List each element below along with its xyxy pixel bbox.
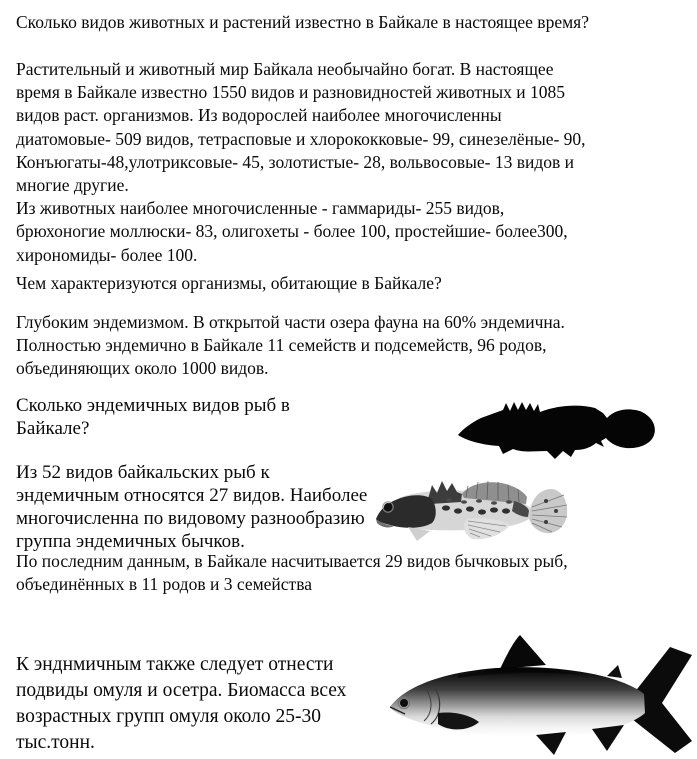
- text-line: диатомовые- 509 видов, тетрасповые и хлорококковые- 99, синезелёные- 90,: [16, 128, 586, 149]
- question-endemic-fish: [16, 394, 290, 440]
- text-line: По последним данным, в Байкале насчитывается 29 видов бычковых рыб,: [16, 551, 568, 571]
- text-line: Сколько эндемичных видов рыб в: [16, 395, 290, 416]
- text-line: Байкале?: [16, 418, 90, 439]
- text-line: многочисленна по видовому разнообразию: [16, 508, 365, 529]
- question-organisms: [16, 272, 442, 295]
- text-line: тыс.тонн.: [16, 732, 95, 753]
- text-line: многие другие.: [16, 175, 129, 196]
- answer-endemic-fish-wide: [16, 550, 568, 596]
- answer-omul-biomass: [16, 652, 346, 756]
- text-line: возрастных групп омуля около 25-30: [16, 706, 322, 727]
- answer-endemic-fish-narrow: [16, 461, 367, 553]
- text-line: Глубоким эндемизмом. В открытой части озера фауна на 60% эндемична.: [16, 312, 565, 332]
- text-line: эндемичным относятся 27 видов. Наиболее: [16, 485, 368, 506]
- text-line: время в Байкале известно 1550 видов и разновидностей животных и 1085: [16, 82, 566, 103]
- text-line: Растительный и животный мир Байкала необычайно богат. В настоящее: [16, 59, 554, 79]
- text-line: Полностью эндемично в Байкале 11 семейств и подсемейств, 96 родов,: [16, 335, 547, 356]
- text-line: Из животных наиболее многочисленные - гаммариды- 255 видов,: [16, 198, 505, 219]
- text-line: объединённых в 11 родов и 3 семейства: [16, 574, 313, 594]
- goby-silhouette-image: [455, 399, 659, 463]
- text-line: Из 52 видов байкальских рыб к: [16, 462, 270, 483]
- text-line: группа эндемичных бычков.: [16, 531, 245, 552]
- goby-drawing-image: [374, 477, 570, 547]
- text-line: Конъюгаты-48,улотриксовые- 45, золотистые- 28, вольвосовые- 13 видов и: [16, 151, 575, 172]
- answer-species-count: [16, 58, 586, 267]
- text-line: Сколько видов животных и растений известно в Байкале в настоящее время?: [16, 12, 589, 32]
- text-line: брюхоногие моллюски- 83, олигохеты - более 100, простейшие- более300,: [16, 221, 568, 242]
- omul-drawing-image: [388, 631, 696, 757]
- text-line: К энднмичным также следует отнести: [16, 654, 334, 675]
- text-line: Чем характеризуются организмы, обитающие в Байкале?: [16, 273, 442, 293]
- question-species-count: [16, 11, 589, 34]
- text-line: подвиды омуля и осетра. Биомасса всех: [16, 680, 347, 701]
- answer-endemism: [16, 311, 565, 381]
- text-line: хирономиды- более 100.: [16, 244, 198, 265]
- text-line: видов раст. организмов. Из водорослей наиболее многочисленны: [16, 105, 502, 126]
- text-line: объединяющих около 1000 видов.: [16, 358, 269, 379]
